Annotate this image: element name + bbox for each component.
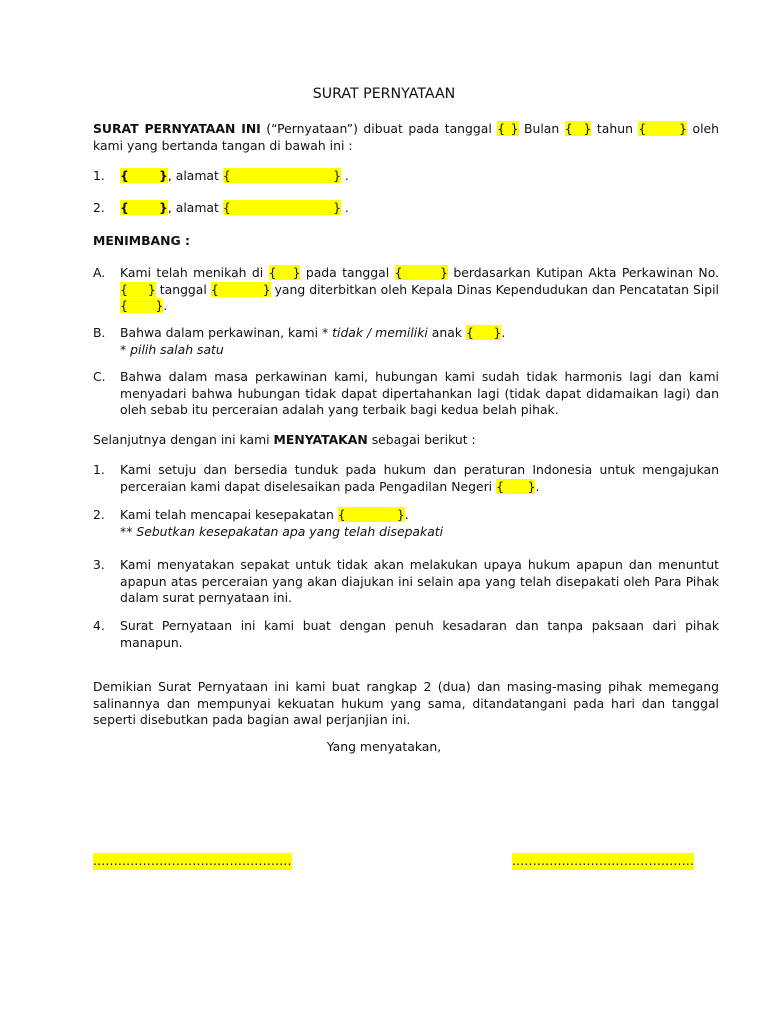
- closing-paragraph: Demikian Surat Pernyataan ini kami buat rangkap 2 (dua) dan masing-masing pihak memegang salinannya dan mempunyai kekuatan hukum yang sama, ditandatangani pada hari dan tanggal seperti disebutkan pada bagian awal perjanjian ini.: [93, 679, 719, 727]
- consideration-b: B. Bahwa dalam perkawinan, kami * tidak / memiliki anak { }. * pilih salah satu: [93, 325, 506, 357]
- children-count-field: { }: [465, 325, 502, 340]
- signoff: Yang menyatakan,: [326, 739, 442, 754]
- agreement-field: { }: [337, 507, 405, 522]
- statement-3: 3. Kami menyatakan sepakat untuk tidak akan melakukan upaya hukum apapun dan menuntut apapun atas perceraian yang akan diajukan ini selain apa yang telah disepakati oleh Para Pihak dalam surat pernyataan ini.: [93, 557, 719, 605]
- party-item: 1. { }, alamat { } .: [93, 168, 349, 183]
- party-name-field: { }: [120, 168, 168, 183]
- court-field: { }: [496, 478, 536, 494]
- marriage-place-field: { }: [268, 265, 301, 280]
- menimbang-heading: MENIMBANG :: [93, 233, 190, 248]
- signature-line-right: ............................................: [512, 853, 695, 868]
- statement-4: 4. Surat Pernyataan ini kami buat dengan penuh kesadaran dan tanpa paksaan dari pihak manapun.: [93, 618, 719, 650]
- choose-one-note: * pilih salah satu: [120, 341, 224, 357]
- children-option: tidak / memiliki: [332, 325, 428, 340]
- signature-line-left: ................................................: [93, 853, 292, 868]
- party-number: 1.: [93, 168, 105, 183]
- party-address-field: { }: [222, 168, 341, 183]
- statement-1: 1. Kami setuju dan bersedia tunduk pada hukum dan peraturan Indonesia untuk mengajukan perceraian kami dapat diselesaikan pada Pengadilan Negeri { }.: [93, 462, 719, 494]
- party-item: 2. { }, alamat { } .: [93, 200, 349, 215]
- party-address-field: { }: [222, 200, 341, 215]
- consideration-a: A. Kami telah menikah di { } pada tanggal { } berdasarkan Kutipan Akta Perkawinan No. { } tanggal { } yang diterbitkan oleh Kepala Dinas Kependudukan dan Pencatatan Sipil { }.: [93, 265, 720, 313]
- statement-intro: Selanjutnya dengan ini kami MENYATAKAN sebagai berikut :: [93, 432, 476, 447]
- consideration-c: C. Bahwa dalam masa perkawinan kami, hubungan kami sudah tidak harmonis lagi dan kami menyadari bahwa hubungan tidak dapat dipertahankan lagi (tidak dapat didamaikan lagi) dan oleh sebab itu perceraian adalah yang terbaik bagi kedua belah pihak.: [93, 369, 719, 417]
- page-title: SURAT PERNYATAAN: [312, 86, 456, 102]
- marriage-date-field: { }: [394, 265, 448, 280]
- certificate-date-field: { }: [210, 281, 271, 297]
- party-number: 2.: [93, 200, 105, 215]
- agreement-note: ** Sebutkan kesepakatan apa yang telah disepakati: [120, 523, 444, 539]
- year-field: { }: [638, 121, 688, 136]
- month-field: { }: [564, 121, 592, 136]
- certificate-number-field: { }: [120, 281, 156, 297]
- civil-registry-field: { }: [120, 298, 164, 313]
- intro-paragraph: SURAT PERNYATAAN INI (“Pernyataan”) dibuat pada tanggal { } Bulan { } tahun { } oleh kami yang bertanda tangan di bawah ini :: [93, 121, 719, 153]
- party-name-field: { }: [120, 200, 168, 215]
- statement-2: 2. Kami telah mencapai kesepakatan { }. ** Sebutkan kesepakatan apa yang telah disepakati: [93, 507, 444, 539]
- date-field: { }: [497, 121, 519, 136]
- intro-lead: SURAT PERNYATAAN INI: [93, 121, 261, 136]
